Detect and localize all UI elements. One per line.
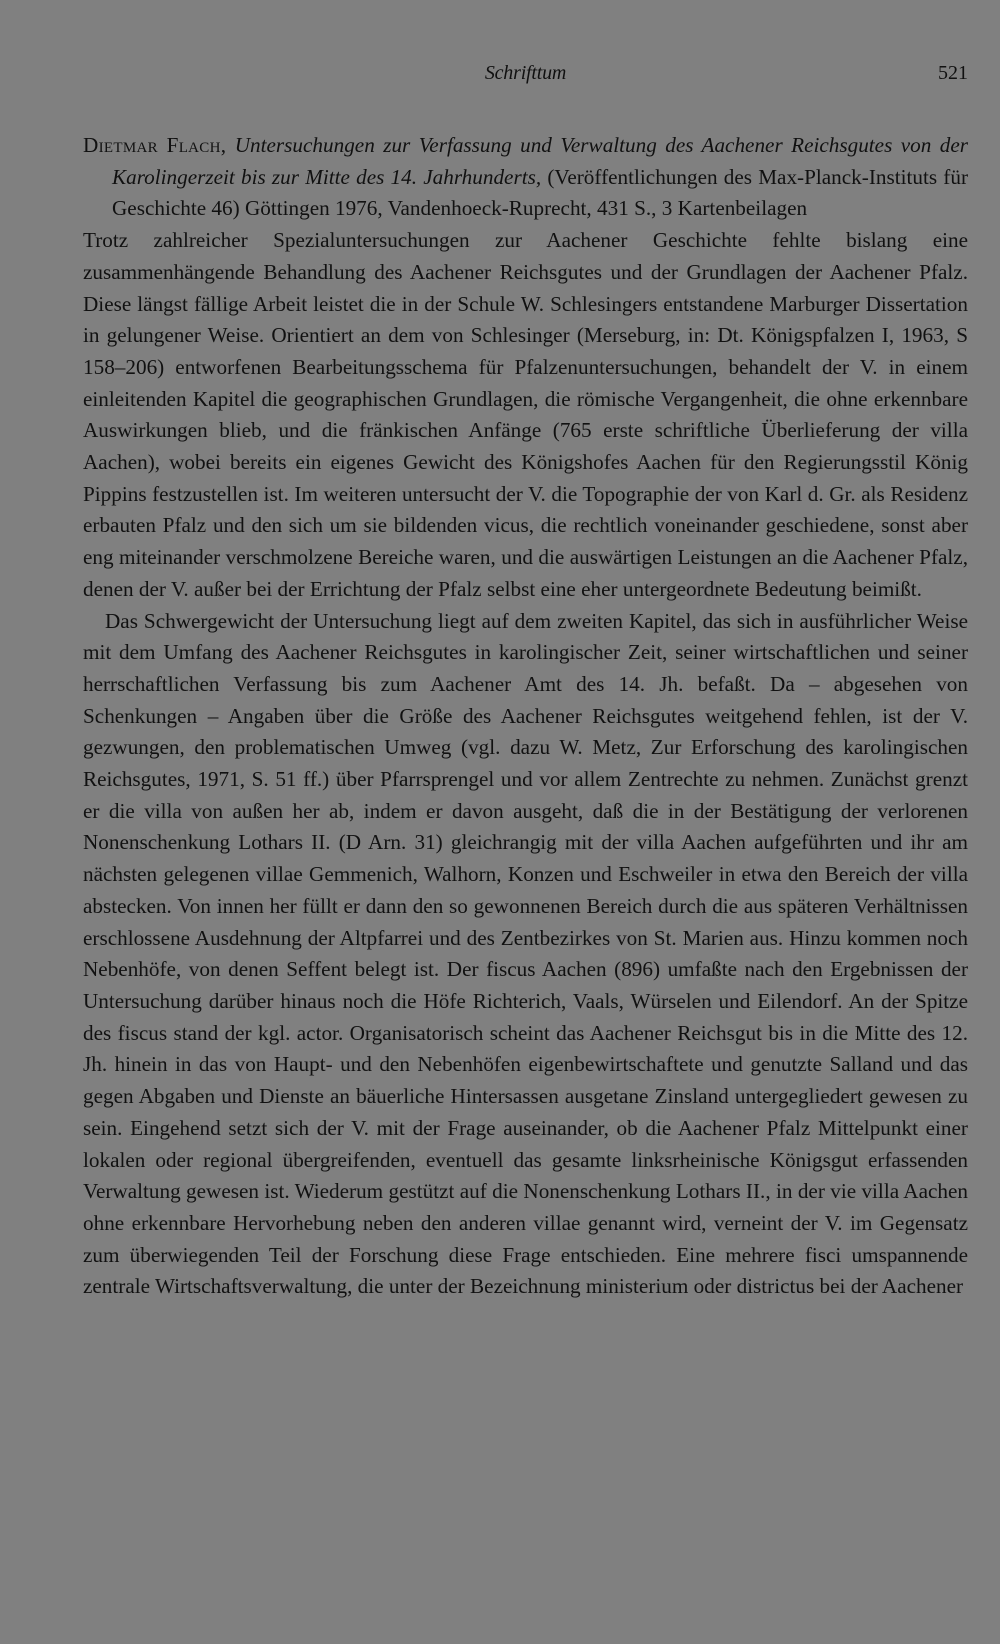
bibliographic-citation bbox=[83, 130, 968, 225]
citation-author: Dietmar Flach, bbox=[83, 133, 227, 157]
review-paragraph: Das Schwergewicht der Untersuchung liegt auf dem zweiten Kapitel, das sich in ausführlicher Weise mit dem Umfang des Aachener Reichsgutes in karolingischer Zeit, seiner wirtschaftlichen und seiner herrschaftlichen Verfassung bis zum Aachener Amt des 14. Jh. befaßt. Da – abgesehen von Schenkungen – Angaben über die Größe des Aachener Reichsgutes weitgehend fehlen, ist der V. gezwungen, den problematischen Umweg (vgl. dazu W. Metz, Zur Erforschung des karolingischen Reichsgutes, 1971, S. 51 ff.) über Pfarrsprengel und vor allem Zentrechte zu nehmen. Zunächst grenzt er die villa von außen her ab, indem er davon ausgeht, daß die in der Bestätigung der verlorenen Nonenschenkung Lothars II. (D Arn. 31) gleichrangig mit der villa Aachen aufgeführten und ihr am nächsten gelegenen villae Gemmenich, Walhorn, Konzen und Eschweiler in etwa den Bereich der villa abstecken. Von innen her füllt er dann den so gewonnenen Bereich durch die aus späteren Verhältnissen erschlossene Ausdehnung der Altpfarrei und des Zentbezirkes von St. Marien aus. Hinzu kommen noch Nebenhöfe, von denen Seffent belegt ist. Der fiscus Aachen (896) umfaßte nach den Ergebnissen der Untersuchung darüber hinaus noch die Höfe Richterich, Vaals, Würselen und Eilendorf. An der Spitze des fiscus stand der kgl. actor. Organisatorisch scheint das Aachener Reichsgut bis in die Mitte des 12. Jh. hinein in das von Haupt- und den Nebenhöfen eigenbewirtschaftete und genutzte Salland und das gegen Abgaben und Dienste an bäuerliche Hintersassen ausgetane Zinsland untergegliedert gewesen zu sein. Eingehend setzt sich der V. mit der Frage auseinander, ob die Aachener Pfalz Mittelpunkt einer lokalen oder regional übergreifenden, eventuell das gesamte linksrheinische Königsgut erfassenden Verwaltung gewesen ist. Wiederum gestützt auf die Nonenschenkung Lothars II., in der vie villa Aachen ohne erkennbare Hervorhebung neben den anderen villae genannt wird, verneint der V. im Gegensatz zum überwiegenden Teil der Forschung diese Frage entschieden. Eine mehrere fisci umspannende zentrale Wirtschaftsverwaltung, die unter der Bezeichnung ministerium oder districtus bei der Aachener bbox=[83, 608, 968, 1299]
page-number: 521 bbox=[938, 62, 968, 84]
page-header bbox=[83, 62, 968, 92]
running-title: Schrifttum bbox=[484, 62, 567, 84]
citation-details: (Veröffentlichungen des Max-Planck-Instituts für Geschichte 46) Göttingen 1976, Vandenhoeck-Ruprecht, 431 S., 3 Kartenbeilagen bbox=[112, 164, 968, 221]
page-body bbox=[83, 130, 968, 1303]
citation-title: Untersuchungen zur Verfassung und Verwaltung des Aachener Reichsgutes von der Karolingerzeit bis zur Mitte des 14. Jahrhunderts, bbox=[112, 133, 968, 189]
review-paragraph: Trotz zahlreicher Spezialuntersuchungen zur Aachener Geschichte fehlte bislang eine zusammenhängende Behandlung des Aachener Reichsgutes und der Grundlagen der Aachener Pfalz. Diese längst fällige Arbeit leistet die in der Schule W. Schlesingers entstandene Marburger Dissertation in gelungener Weise. Orientiert an dem von Schlesinger (Merseburg, in: Dt. Königspfalzen I, 1963, S 158–206) entworfenen Bearbeitungsschema für Pfalzenuntersuchungen, behandelt der V. in einem einleitenden Kapitel die geographischen Grundlagen, die römische Vergangenheit, die ohne erkennbare Auswirkungen blieb, und die fränkischen Anfänge (765 erste schriftliche Überlieferung der villa Aachen), wobei bereits ein eigenes Gewicht des Königshofes Aachen für den Regierungsstil König Pippins festzustellen ist. Im weiteren untersucht der V. die Topographie der von Karl d. Gr. als Residenz erbauten Pfalz und den sich um sie bildenden vicus, die rechtlich voneinander geschiedene, sonst aber eng miteinander verschmolzene Bereiche waren, und die auswärtigen Leistungen an die Aachener Pfalz, denen der V. außer bei der Errichtung der Pfalz selbst eine eher untergeordnete Bedeutung beimißt. bbox=[83, 228, 968, 601]
